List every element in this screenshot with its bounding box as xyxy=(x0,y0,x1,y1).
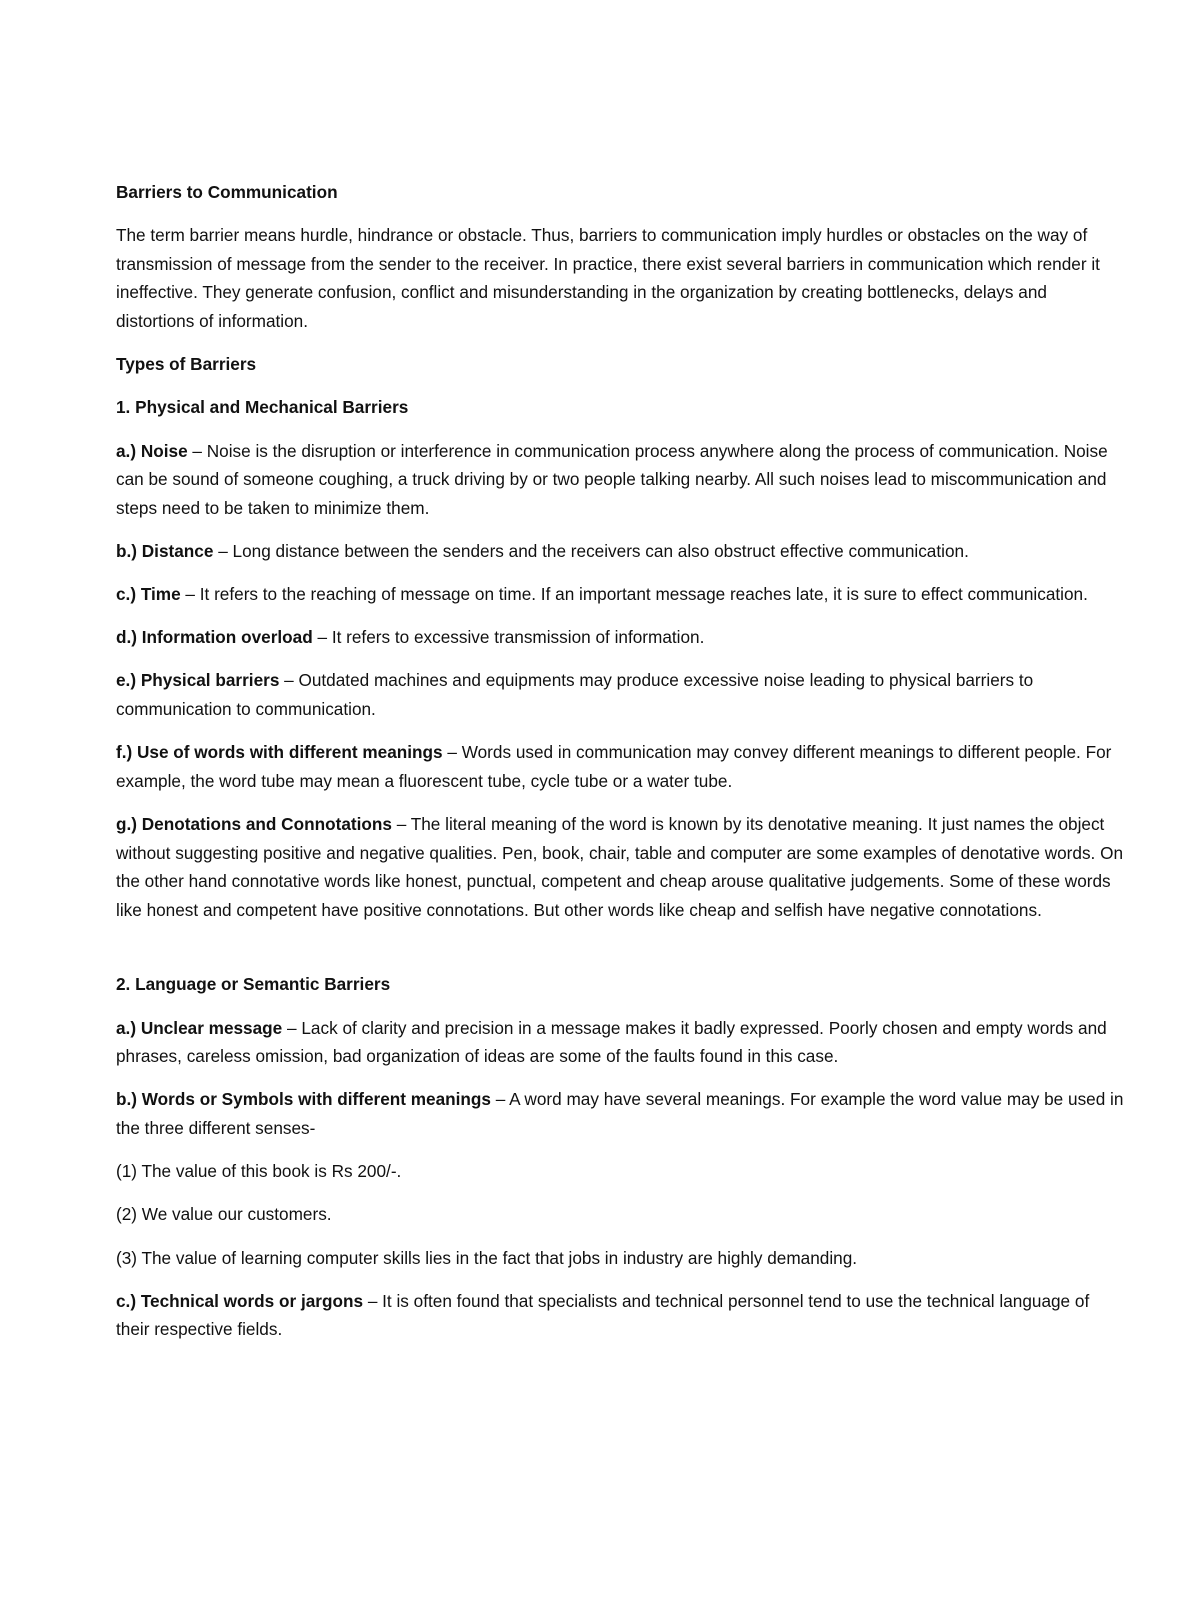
item-words-symbols xyxy=(116,1085,1126,1142)
item-text: – It refers to excessive transmission of information. xyxy=(312,627,705,648)
example-3: (3) The value of learning computer skills lies in the fact that jobs in industry are highly demanding. xyxy=(116,1247,858,1268)
item-label: e.) Physical barriers xyxy=(116,670,280,691)
item-information-overload xyxy=(116,623,1126,652)
item-text: – It refers to the reaching of message on time. If an important message reaches late, it is sure to effect communication. xyxy=(180,584,1088,605)
item-text: – It is often found that specialists and technical personnel tend to use the technical language of their respective fields. xyxy=(116,1290,1090,1340)
item-label: c.) Technical words or jargons xyxy=(116,1290,364,1311)
item-label: b.) Words or Symbols with different meanings xyxy=(116,1089,491,1110)
item-label: d.) Information overload xyxy=(116,627,313,648)
item-label: a.) Unclear message xyxy=(116,1017,283,1038)
section-2-heading: 2. Language or Semantic Barriers xyxy=(116,974,391,995)
item-text: – A word may have several meanings. For example the word value may be used in the three different senses- xyxy=(116,1089,1124,1138)
document-page xyxy=(116,178,1126,1359)
item-text: – Lack of clarity and precision in a message makes it badly expressed. Poorly chosen and empty words and phrases, careless omission, bad organization of ideas are some of the faults found in this case. xyxy=(116,1017,1107,1067)
item-label: g.) Denotations and Connotations xyxy=(116,814,392,835)
item-time xyxy=(116,580,1126,609)
item-words-different-meanings xyxy=(116,738,1126,795)
item-label: c.) Time xyxy=(116,584,181,605)
item-label: b.) Distance xyxy=(116,540,214,561)
item-text: – Long distance between the senders and the receivers can also obstruct effective communication. xyxy=(213,540,969,561)
item-unclear-message xyxy=(116,1014,1126,1071)
item-text: – Outdated machines and equipments may produce excessive noise leading to physical barriers to communication to communication. xyxy=(116,670,1034,720)
section-1-heading: 1. Physical and Mechanical Barriers xyxy=(116,397,409,418)
item-label: a.) Noise xyxy=(116,440,188,461)
item-noise xyxy=(116,437,1126,523)
item-text: – Noise is the disruption or interference in communication process anywhere along the process of communication. Noise can be sound of someone coughing, a truck driving by or two people talking nearby. All such noises lead to miscommunication and steps need to be taken to minimize them. xyxy=(116,440,1108,518)
intro-paragraph: The term barrier means hurdle, hindrance or obstacle. Thus, barriers to communication imply hurdles or obstacles on the way of transmission of message from the sender to the receiver. In practice, there exist several barriers in communication which render it ineffective. They generate confusion, conflict and misunderstanding in the organization by creating bottlenecks, delays and distortions of information. xyxy=(116,225,1100,331)
document-title: Barriers to Communication xyxy=(116,182,338,202)
item-technical-words xyxy=(116,1287,1126,1344)
item-label: f.) Use of words with different meanings xyxy=(116,742,443,763)
item-text: – Words used in communication may convey different meanings to different people. For example, the word tube may mean a fluorescent tube, cycle tube or a water tube. xyxy=(116,742,1112,791)
item-text: – The literal meaning of the word is known by its denotative meaning. It just names the object without suggesting positive and negative qualities. Pen, book, chair, table and computer are some examples of denotative words. On the other hand connotative words like honest, punctual, competent and cheap arouse qualitative judgements. Some of these words like honest and competent have positive connotations. But other words like cheap and selfish have negative connotations. xyxy=(116,814,1124,920)
example-2: (2) We value our customers. xyxy=(116,1204,332,1225)
item-distance xyxy=(116,537,1126,566)
item-denotations-connotations xyxy=(116,810,1126,924)
types-heading: Types of Barriers xyxy=(116,354,257,375)
item-physical-barriers xyxy=(116,666,1126,723)
example-1: (1) The value of this book is Rs 200/-. xyxy=(116,1161,402,1182)
